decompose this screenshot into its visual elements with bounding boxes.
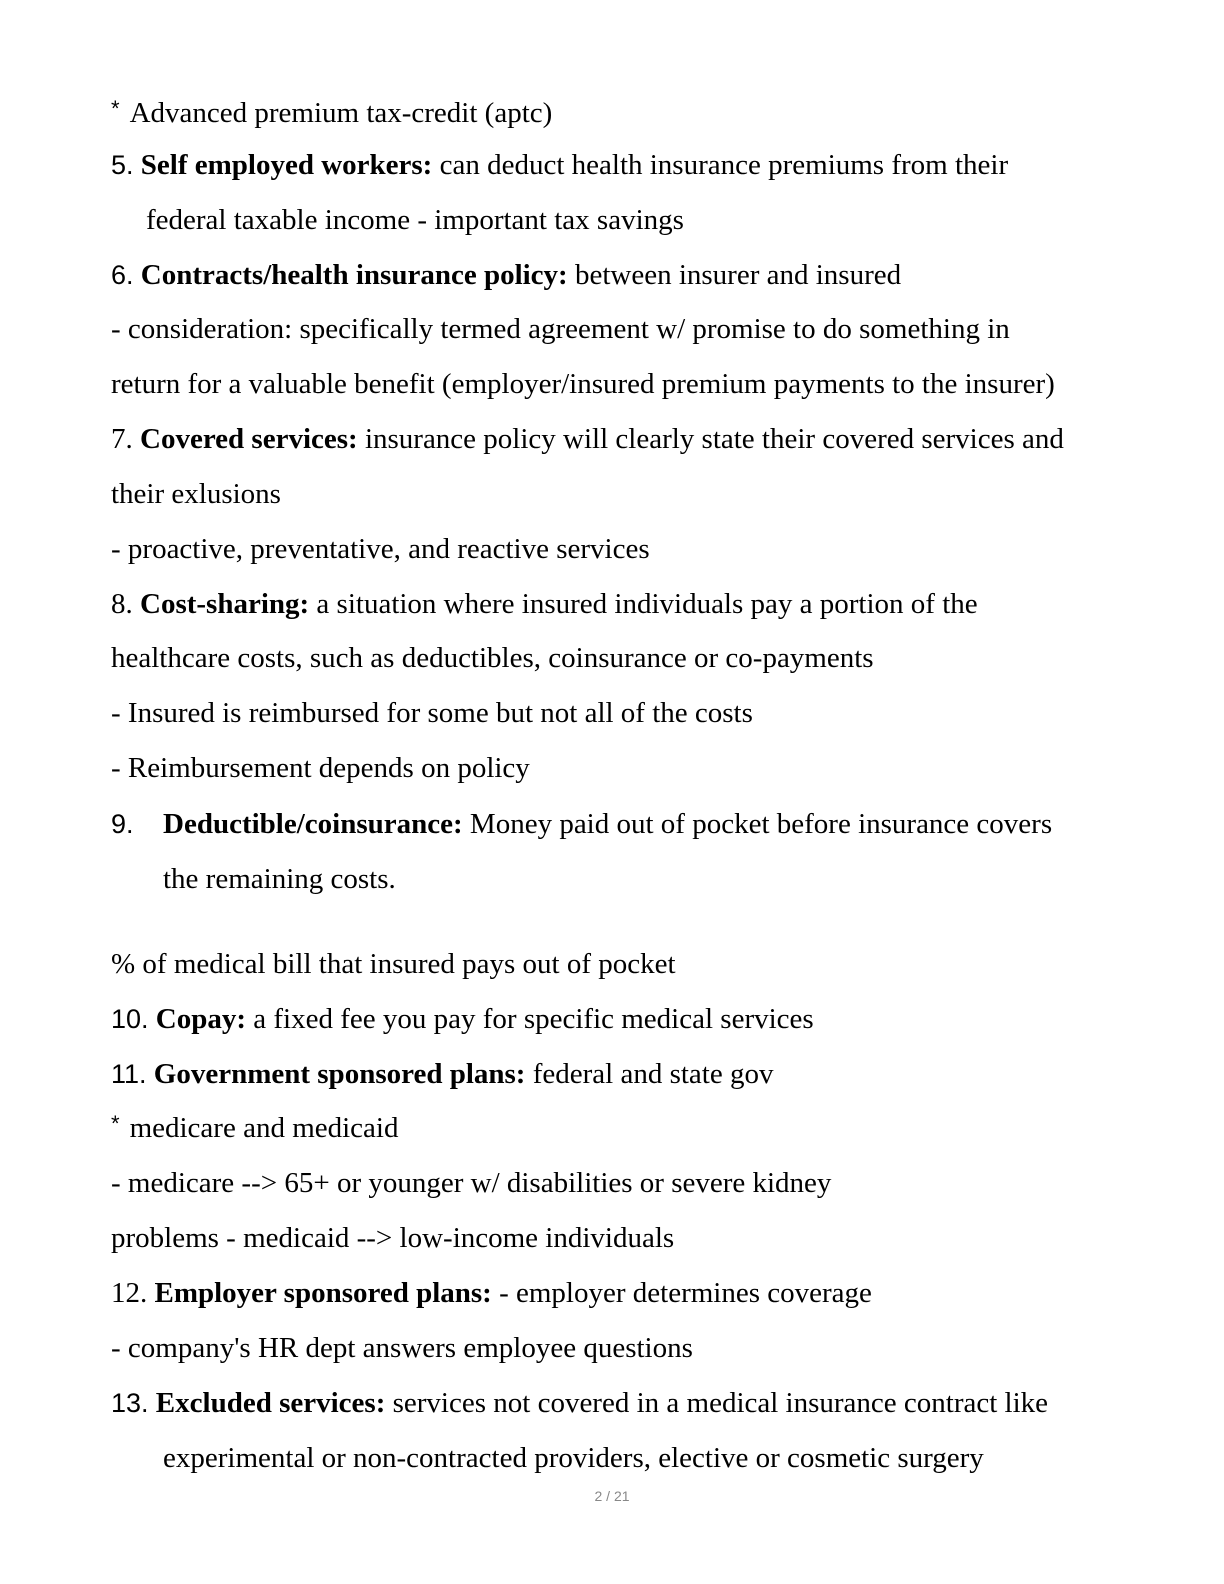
text-line (111, 947, 676, 981)
list-item-12 (111, 1276, 872, 1310)
line-text: - proactive, preventative, and reactive services (111, 533, 650, 565)
line-text: problems - medicaid --> low-income individuals (111, 1222, 675, 1254)
item-number: 12. (111, 1277, 148, 1309)
item-number: 5. (111, 150, 134, 180)
item-number: 6. (111, 260, 134, 290)
item-text: can deduct health insurance premiums from their (439, 149, 1009, 181)
asterisk-bullet: * (111, 1111, 120, 1136)
list-item-8 (111, 587, 978, 621)
line-text: - Insured is reimbursed for some but not all of the costs (111, 697, 753, 729)
page-indicator: 2 / 21 (594, 1488, 630, 1504)
line-text: - medicare --> 65+ or younger w/ disabilities or severe kidney (111, 1167, 832, 1199)
text-line (111, 312, 1010, 346)
text-line (111, 367, 1055, 401)
item-number: 13. (111, 1388, 149, 1418)
line-text: - consideration: specifically termed agreement w/ promise to do something in (111, 313, 1010, 345)
list-item-9 (111, 807, 1052, 841)
text-line (111, 641, 874, 675)
line-text: medicare and medicaid (129, 1112, 399, 1144)
line-text: federal taxable income - important tax savings (146, 204, 684, 236)
list-item-5-continuation (146, 203, 684, 237)
text-line (111, 1331, 693, 1365)
item-number: 11. (111, 1059, 147, 1089)
bullet-line (111, 1111, 398, 1147)
item-text: - employer determines coverage (499, 1277, 872, 1309)
line-text: the remaining costs. (163, 863, 396, 895)
item-text: services not covered in a medical insurance contract like (392, 1387, 1049, 1419)
item-term: Excluded services: (155, 1387, 386, 1419)
line-text: return for a valuable benefit (employer/insured premium payments to the insurer) (111, 368, 1055, 400)
line-text: healthcare costs, such as deductibles, coinsurance or co-payments (111, 642, 874, 674)
asterisk-bullet: * (111, 96, 120, 121)
item-number: 8. (111, 588, 133, 620)
item-text: between insurer and insured (574, 259, 902, 291)
bullet-line (111, 96, 552, 132)
list-item-5 (111, 148, 1008, 182)
item-term: Cost-sharing: (140, 588, 310, 620)
list-item-9-continuation (163, 862, 396, 896)
text-line (111, 532, 650, 566)
text-line (111, 477, 281, 511)
list-item-6 (111, 258, 901, 292)
item-text: insurance policy will clearly state their covered services and (364, 423, 1064, 455)
list-item-13 (111, 1386, 1048, 1420)
item-term: Self employed workers: (140, 149, 433, 181)
text-line (111, 696, 753, 730)
item-text: a fixed fee you pay for specific medical services (253, 1003, 814, 1035)
line-text: their exlusions (111, 478, 281, 510)
line-text: experimental or non-contracted providers, elective or cosmetic surgery (163, 1442, 984, 1474)
item-number: 7. (111, 423, 133, 455)
item-term: Deductible/coinsurance: (163, 808, 463, 840)
text-line (111, 751, 530, 785)
text-line (111, 1221, 674, 1255)
text-line (111, 1166, 831, 1200)
line-text: - company's HR dept answers employee questions (111, 1332, 693, 1364)
item-term: Government sponsored plans: (153, 1058, 526, 1090)
list-item-13-continuation (163, 1441, 984, 1475)
item-term: Employer sponsored plans: (154, 1277, 492, 1309)
list-item-7 (111, 422, 1064, 456)
item-number: 9. (111, 809, 134, 839)
list-item-10 (111, 1002, 814, 1036)
item-text: Money paid out of pocket before insurance covers (469, 808, 1053, 840)
item-term: Contracts/health insurance policy: (140, 259, 568, 291)
line-text: Advanced premium tax-credit (aptc) (129, 97, 553, 129)
item-text: a situation where insured individuals pay a portion of the (316, 588, 978, 620)
line-text: - Reimbursement depends on policy (111, 752, 530, 784)
list-item-11 (111, 1057, 773, 1091)
item-text: federal and state gov (532, 1058, 774, 1090)
item-term: Copay: (155, 1003, 247, 1035)
line-text: % of medical bill that insured pays out of pocket (111, 948, 676, 980)
item-term: Covered services: (140, 423, 358, 455)
item-number: 10. (111, 1004, 149, 1034)
